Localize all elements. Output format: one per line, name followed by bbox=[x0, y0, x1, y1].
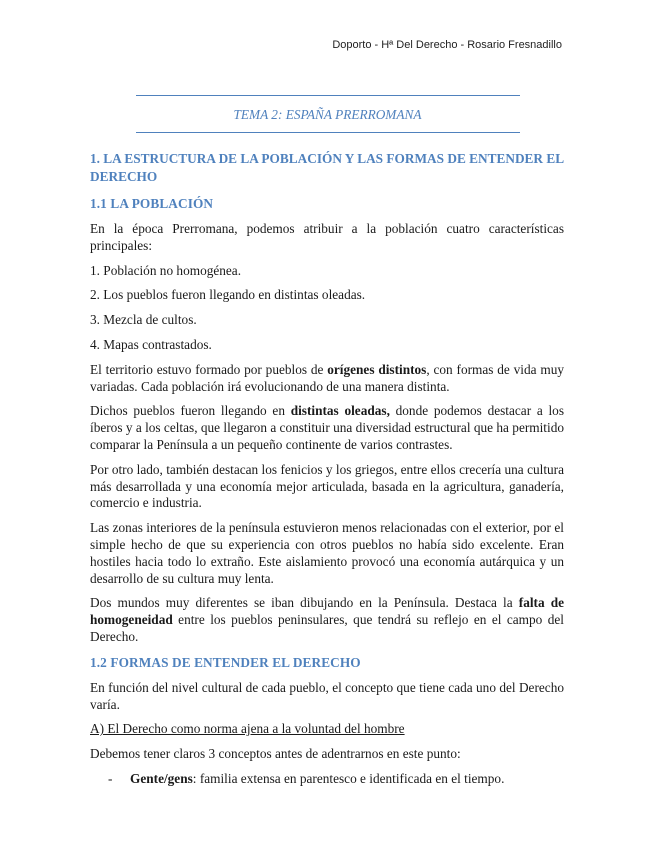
text-run: Dichos pueblos fueron llegando en bbox=[90, 403, 291, 419]
title-rule-bottom bbox=[136, 132, 520, 133]
bullet-item-gens bbox=[108, 771, 564, 788]
text-run: , con formas de vida muy variadas. Cada población irá evolucionando de una manera distinta. bbox=[90, 361, 564, 394]
bullet-text bbox=[130, 771, 504, 788]
paragraph-dos-mundos bbox=[90, 595, 564, 645]
bold-text: falta de homogeneidad bbox=[90, 595, 565, 628]
text-run: : familia extensa en parentesco e identificada en el tiempo. bbox=[192, 770, 505, 786]
paragraph-oleadas bbox=[90, 403, 564, 453]
list-item-4: 4. Mapas contrastados. bbox=[90, 336, 212, 352]
heading-section-1-1: 1.1 LA POBLACIÓN bbox=[90, 196, 214, 211]
text-run: entre los pueblos peninsulares, que tendrá su reflejo en el campo del Derecho. bbox=[90, 612, 564, 644]
paragraph-conceptos: Debemos tener claros 3 conceptos antes de adentrarnos en este punto: bbox=[90, 746, 461, 762]
paragraph-zonas-interiores: Las zonas interiores de la península estuvieron menos relacionadas con el exterior, por el simple hecho de que su experiencia con otros pueblos no había sido excelente. Eran hostiles hacia todo lo extraño. Este aislamiento provocó una economía autárquica y un desarrollo de su cultura muy lenta. bbox=[90, 520, 564, 586]
text-run: El territorio estuvo formado por pueblos de bbox=[90, 361, 328, 377]
page-header: Doporto - Hª Del Derecho - Rosario Fresnadillo bbox=[332, 39, 562, 51]
list-item-3: 3. Mezcla de cultos. bbox=[90, 312, 197, 328]
bold-text: distintas oleadas, bbox=[290, 403, 390, 419]
bullet-dash: - bbox=[108, 770, 113, 786]
text-run: Dos mundos muy diferentes se iban dibujando en la Península. Destaca la bbox=[90, 595, 519, 611]
bold-text: orígenes distintos bbox=[327, 361, 427, 377]
list-item-1: 1. Población no homogénea. bbox=[90, 262, 242, 278]
text-run: donde podemos destacar a los íberos y a los celtas, que llegaron a constituir una diversidad estructural que ha permitido comparar la Península a un pequeño continente de varios contrastes. bbox=[90, 403, 565, 452]
heading-section-1-2: 1.2 FORMAS DE ENTENDER EL DERECHO bbox=[90, 654, 361, 670]
bold-text: Gente/gens bbox=[130, 770, 193, 786]
subheading-a: A) El Derecho como norma ajena a la voluntad del hombre bbox=[90, 721, 405, 737]
document-title: TEMA 2: ESPAÑA PRERROMANA bbox=[233, 107, 422, 122]
paragraph-intro: En la época Prerromana, podemos atribuir a la población cuatro características principales: bbox=[90, 221, 564, 253]
title-rule-top bbox=[136, 95, 520, 96]
paragraph-nivel-cultural: En función del nivel cultural de cada pueblo, el concepto que tiene cada uno del Derecho varía. bbox=[90, 679, 564, 712]
paragraph-fenicios: Por otro lado, también destacan los fenicios y los griegos, entre ellos crecería una cultura más desarrollada y una economía mejor articulada, basada en la agricultura, ganadería, comercio e industria. bbox=[90, 461, 564, 511]
list-item-2: 2. Los pueblos fueron llegando en distintas oleadas. bbox=[90, 287, 366, 303]
heading-section-1: 1. LA ESTRUCTURA DE LA POBLACIÓN Y LAS FORMAS DE ENTENDER EL DERECHO bbox=[90, 151, 564, 184]
document-body bbox=[90, 150, 564, 796]
paragraph-territorio bbox=[90, 362, 564, 396]
